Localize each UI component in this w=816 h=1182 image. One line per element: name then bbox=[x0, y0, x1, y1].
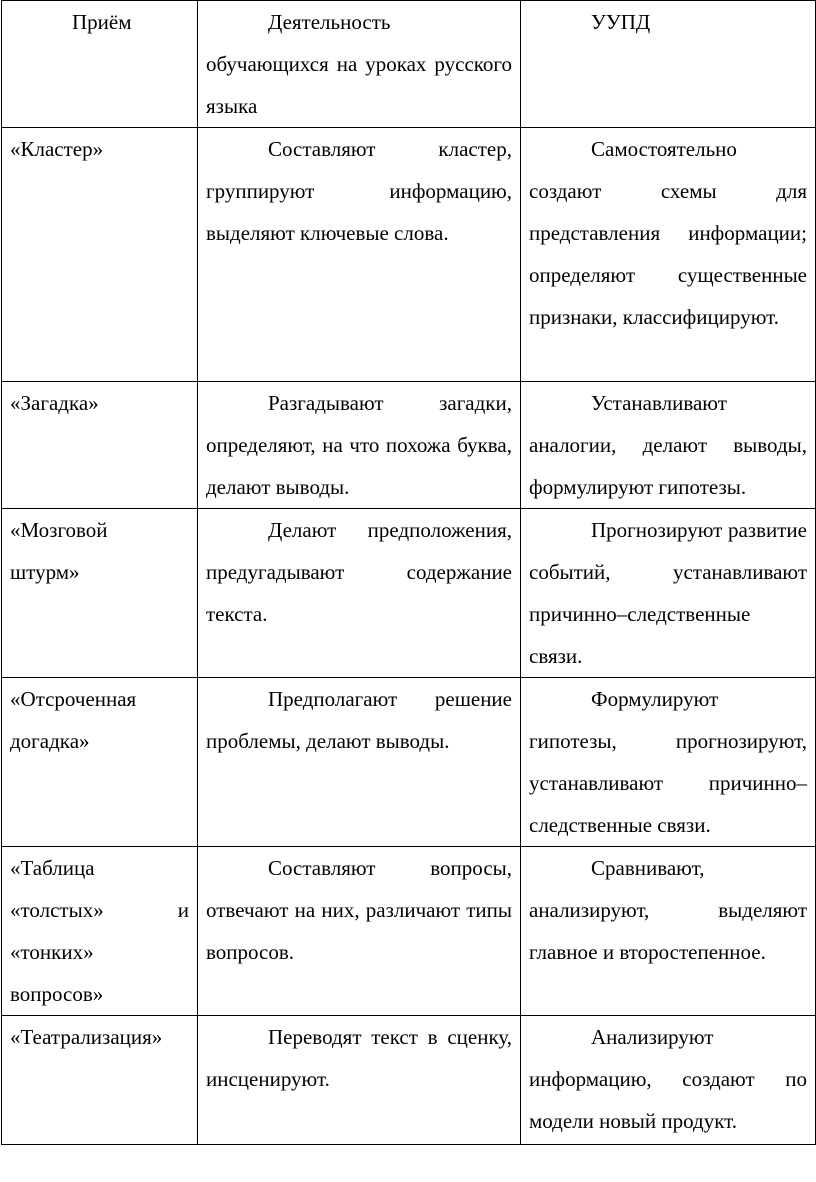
cell-technique bbox=[2, 678, 198, 847]
technique-text: «Театрализация» bbox=[10, 1025, 163, 1049]
activity-text: Составляют кластер, группируют информацию, выделяют ключевые слова. bbox=[206, 137, 512, 245]
technique-text: «Мозговой штурм» bbox=[10, 518, 108, 584]
table-row bbox=[2, 1016, 816, 1145]
cell-technique bbox=[2, 1016, 198, 1145]
cell-uupd bbox=[521, 847, 816, 1016]
header-technique bbox=[2, 1, 198, 128]
cell-technique bbox=[2, 128, 198, 382]
technique-text: «Кластер» bbox=[10, 137, 104, 161]
uupd-text: Самостоятельно создают схемы для представления информации; определяют существенные признаки, классифицируют. bbox=[529, 137, 807, 329]
header-activity-text: Деятельность обучающихся на уроках русского языка bbox=[206, 10, 512, 118]
uupd-text: Прогнозируют развитие событий, устанавливают причинно–следственные связи. bbox=[529, 518, 807, 668]
table-row bbox=[2, 128, 816, 382]
cell-activity bbox=[198, 847, 521, 1016]
uupd-text: Анализируют информацию, создают по модели новый продукт. bbox=[529, 1025, 807, 1133]
cell-activity bbox=[198, 382, 521, 509]
cell-technique bbox=[2, 847, 198, 1016]
table-row bbox=[2, 509, 816, 678]
activity-text: Делают предположения, предугадывают содержание текста. bbox=[206, 518, 512, 626]
cell-technique bbox=[2, 382, 198, 509]
header-uupd bbox=[521, 1, 816, 128]
header-activity bbox=[198, 1, 521, 128]
activity-text: Составляют вопросы, отвечают на них, различают типы вопросов. bbox=[206, 856, 512, 964]
table-row bbox=[2, 382, 816, 509]
cell-technique bbox=[2, 509, 198, 678]
technique-text: «Загадка» bbox=[10, 391, 99, 415]
uupd-text: Формулируют гипотезы, прогнозируют, устанавливают причинно–следственные связи. bbox=[529, 687, 807, 837]
table-header-row bbox=[2, 1, 816, 128]
technique-text: «Отсроченная догадка» bbox=[10, 687, 137, 753]
activity-text: Разгадывают загадки, определяют, на что похожа буква, делают выводы. bbox=[206, 391, 512, 499]
table-row bbox=[2, 678, 816, 847]
cell-activity bbox=[198, 128, 521, 382]
uupd-text: Сравнивают, анализируют, выделяют главное и второстепенное. bbox=[529, 856, 807, 964]
cell-uupd bbox=[521, 1016, 816, 1145]
cell-activity bbox=[198, 1016, 521, 1145]
techniques-table bbox=[1, 0, 816, 1145]
cell-uupd bbox=[521, 382, 816, 509]
cell-uupd bbox=[521, 509, 816, 678]
activity-text: Переводят текст в сценку, инсценируют. bbox=[206, 1025, 512, 1091]
cell-activity bbox=[198, 509, 521, 678]
header-uupd-text: УУПД bbox=[591, 10, 651, 34]
header-technique-text: Приём bbox=[72, 10, 132, 34]
cell-uupd bbox=[521, 678, 816, 847]
uupd-text: Устанавливают аналогии, делают выводы, формулируют гипотезы. bbox=[529, 391, 807, 499]
activity-text: Предполагают решение проблемы, делают выводы. bbox=[206, 687, 512, 753]
table-row bbox=[2, 847, 816, 1016]
cell-activity bbox=[198, 678, 521, 847]
technique-text: «Таблица «толстых» и «тонких» вопросов» bbox=[10, 856, 189, 1006]
cell-uupd bbox=[521, 128, 816, 382]
